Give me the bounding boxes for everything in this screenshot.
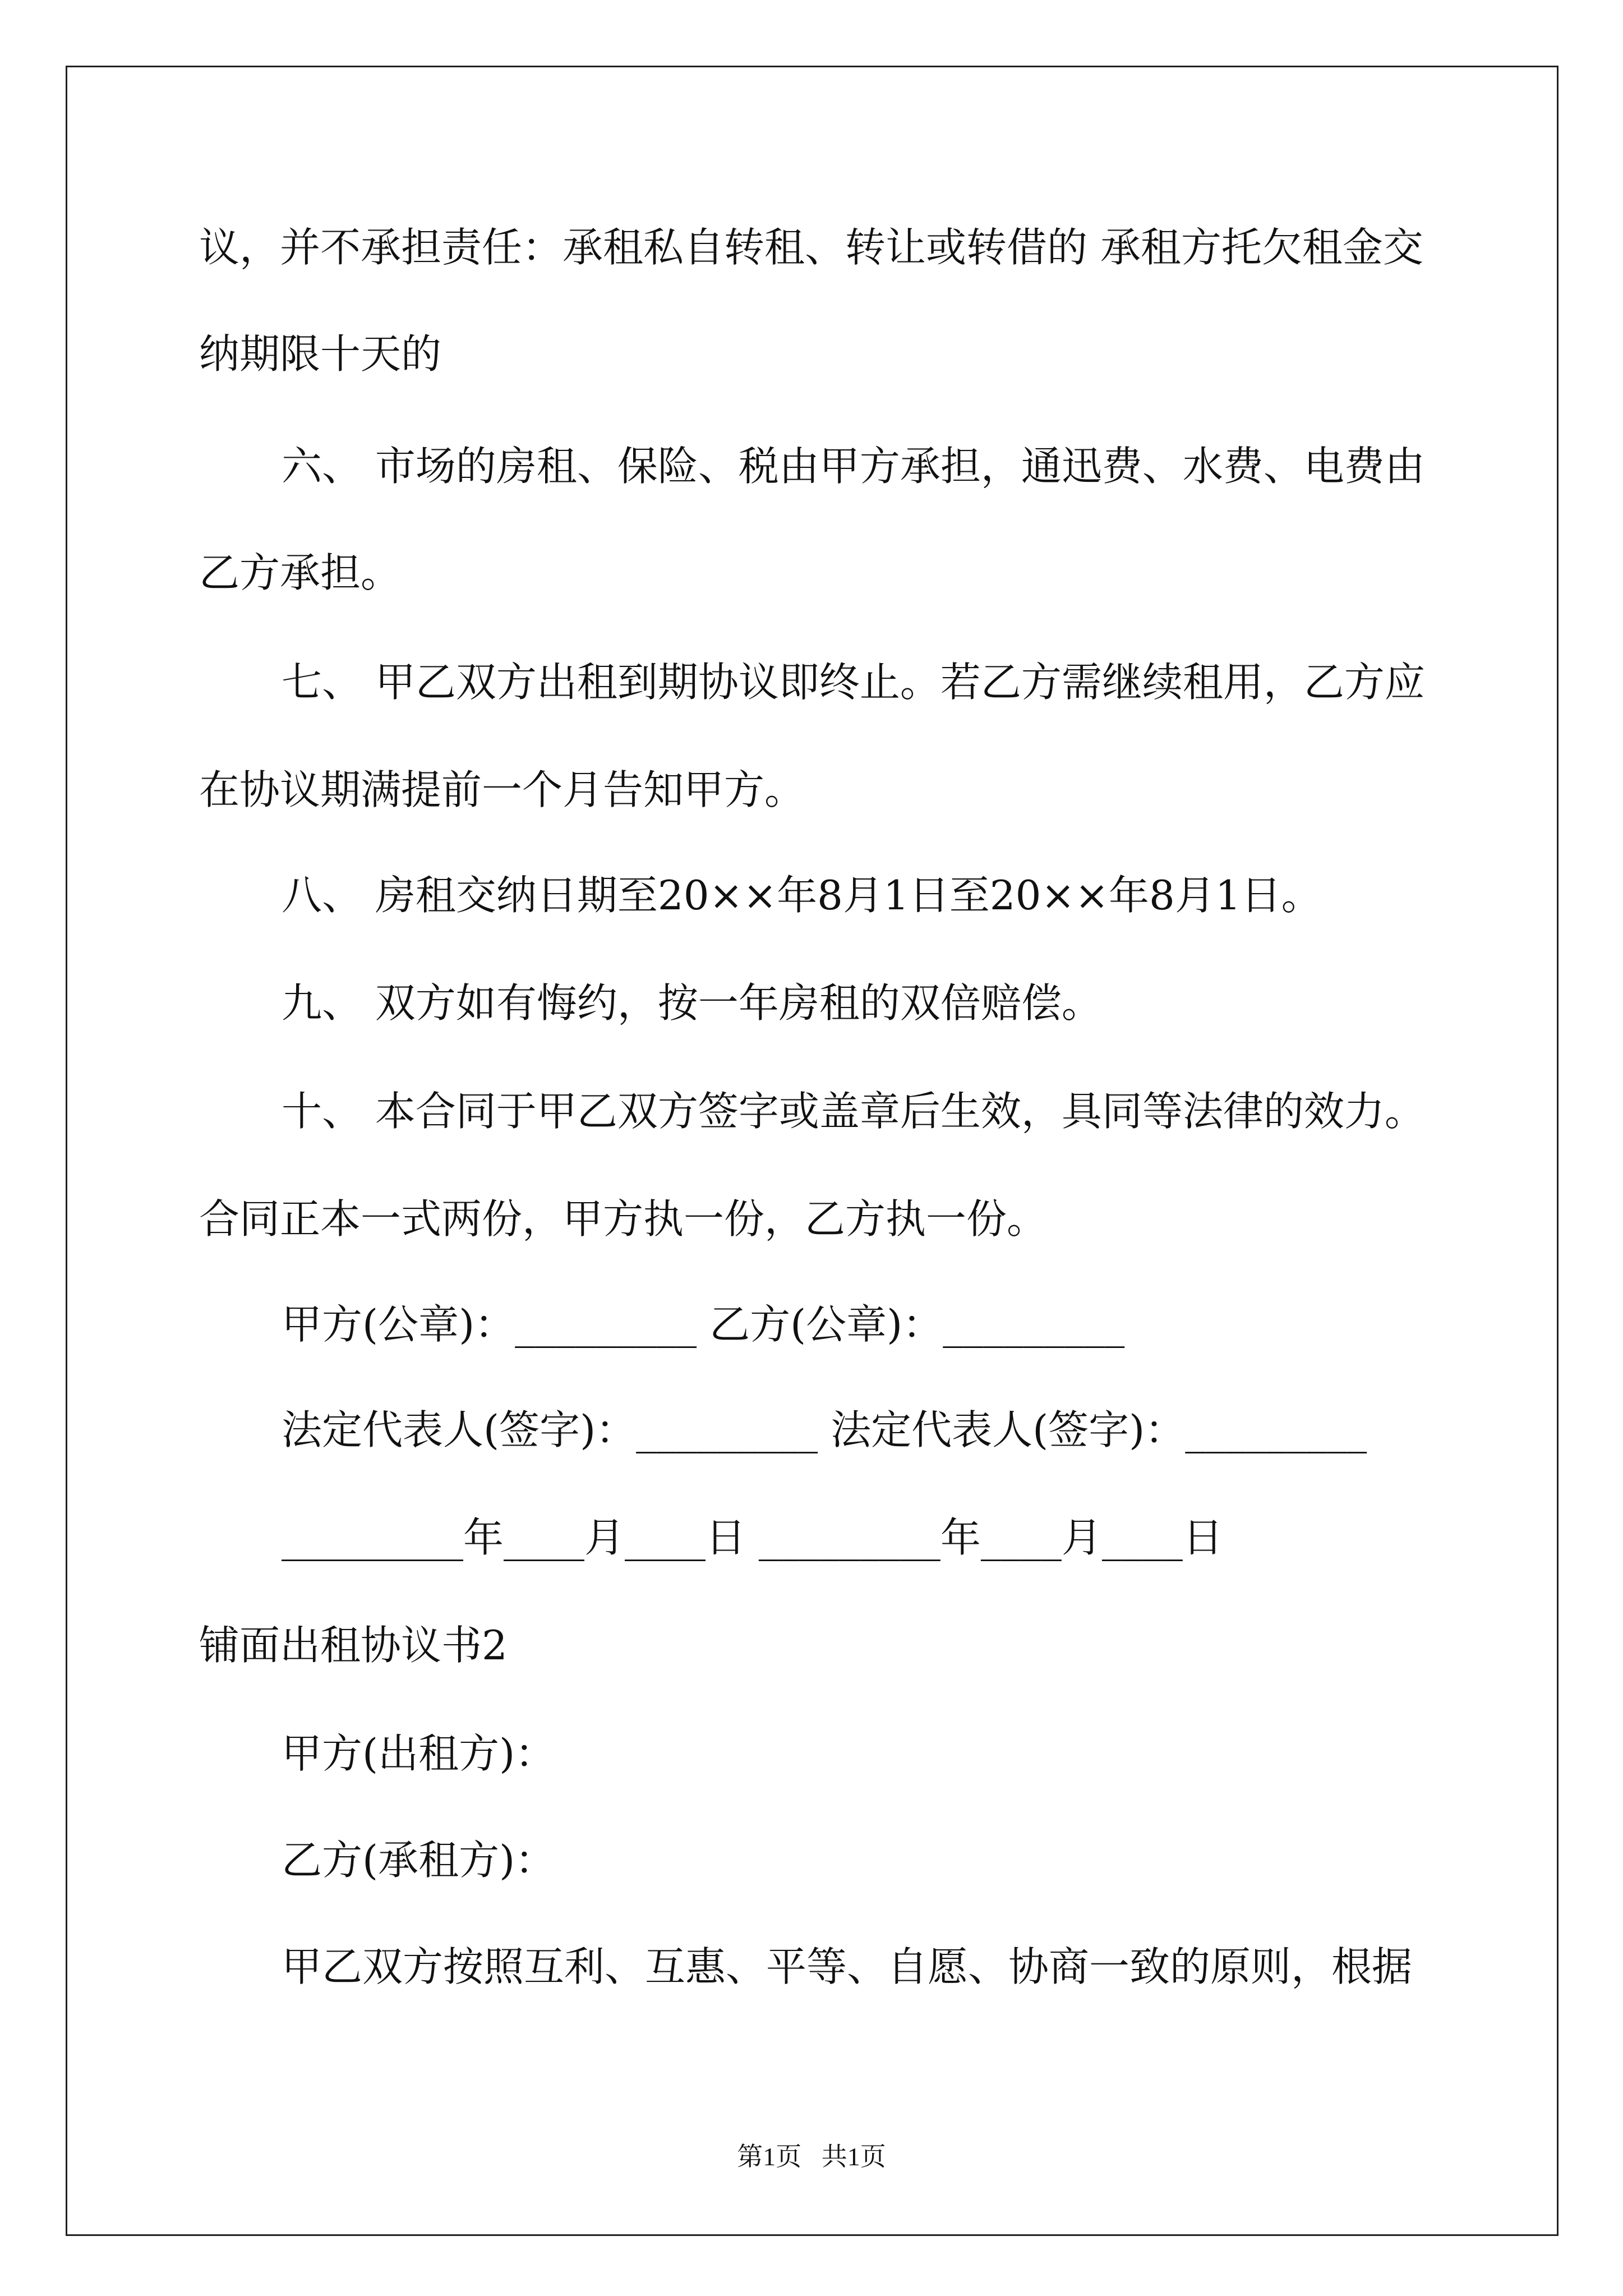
text-line: 甲乙双方按照互利、互惠、平等、自愿、协商一致的原则，根据 <box>282 1943 1413 1990</box>
page-total: 共1页 <box>821 2142 886 2171</box>
page-number: 第1页 <box>737 2142 802 2171</box>
text-line: 合同正本一式两份，甲方执一份，乙方执一份。 <box>199 1195 1048 1243</box>
text-line: 议，并不承担责任：承租私自转租、转让或转借的 承租方托欠租金交 <box>199 224 1423 271</box>
page-footer <box>0 2136 1623 2173</box>
text-line: 六、 市场的房租、保险、税由甲方承担，通迅费、水费、电费由 <box>282 443 1425 490</box>
signature-line-seal: 甲方(公章)：_________ 乙方(公章)：_________ <box>282 1301 1125 1348</box>
text-line: 九、 双方如有悔约，按一年房租的双倍赔偿。 <box>282 979 1102 1027</box>
text-line: 八、 房租交纳日期至20××年8月1日至20××年8月1日。 <box>282 872 1322 919</box>
text-line: 在协议期满提前一个月告知甲方。 <box>199 766 805 813</box>
party-b-label: 乙方(承租方)： <box>282 1837 556 1884</box>
section-title: 铺面出租协议书2 <box>199 1622 508 1669</box>
text-line: 十、 本合同于甲乙双方签字或盖章后生效，具同等法律的效力。 <box>282 1088 1425 1135</box>
party-a-label: 甲方(出租方)： <box>282 1730 556 1777</box>
text-line: 七、 甲乙双方出租到期协议即终止。若乙方需继续租用，乙方应 <box>282 659 1425 706</box>
signature-line-date: _________年____月____日 _________年____月____日 <box>282 1514 1223 1561</box>
text-line: 乙方承担。 <box>199 549 402 596</box>
text-line: 纳期限十天的 <box>199 330 442 378</box>
page-border <box>66 66 1559 2236</box>
signature-line-representative: 法定代表人(签字)：_________ 法定代表人(签字)：_________ <box>282 1406 1367 1453</box>
